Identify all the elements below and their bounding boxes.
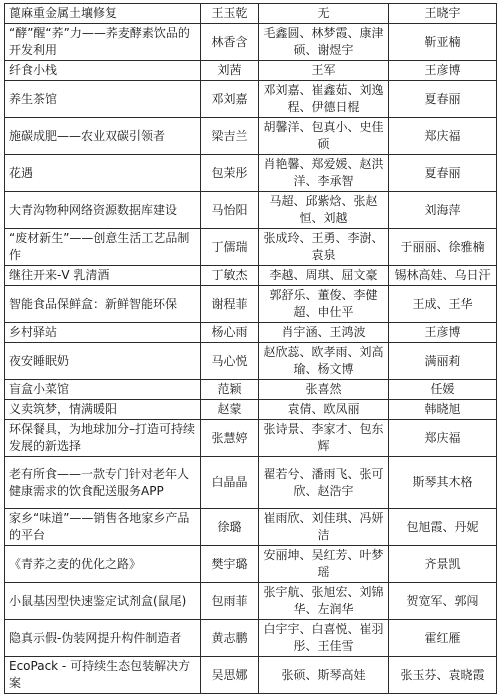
members-cell: 张硕、斯琴高娃: [259, 657, 389, 694]
leader-cell: 黄志鹏: [201, 620, 259, 657]
members-cell: 张成玲、王勇、李澍、袁泉: [259, 229, 389, 266]
leader-cell: 范颖: [201, 380, 259, 400]
table-row: [5, 657, 497, 694]
table-row: [5, 457, 497, 509]
members-cell: 毛鑫圆、林梦霞、康津硕、谢煜宇: [259, 24, 389, 61]
advisor-cell: 齐景凯: [389, 546, 497, 583]
table-row: [5, 286, 497, 323]
members-cell: 王军: [259, 61, 389, 81]
members-cell: 郭舒乐、董俊、李健超、申仕平: [259, 286, 389, 323]
members-cell: 白宇宇、白喜悦、崔羽彤、王佳雪: [259, 620, 389, 657]
leader-cell: 丁儒瑞: [201, 229, 259, 266]
table-row: [5, 420, 497, 457]
table-row: [5, 583, 497, 620]
table-row: [5, 229, 497, 266]
project-name-cell: 乡村驿站: [5, 323, 201, 343]
leader-cell: 林香含: [201, 24, 259, 61]
project-name-cell: 养生茶馆: [5, 81, 201, 118]
table-row: [5, 380, 497, 400]
members-cell: 胡馨洋、包真小、史佳硕: [259, 118, 389, 155]
project-name-cell: 《青荞之麦的优化之路》: [5, 546, 201, 583]
leader-cell: 王玉乾: [201, 4, 259, 24]
project-name-cell: EcoPack - 可持续生态包装解决方案: [5, 657, 201, 694]
leader-cell: 吴思娜: [201, 657, 259, 694]
members-cell: 张诗景、李家才、包东辉: [259, 420, 389, 457]
project-name-cell: “酵”醒“荞”力——荞麦酵素饮品的开发利用: [5, 24, 201, 61]
leader-cell: 邓刘嘉: [201, 81, 259, 118]
project-name-cell: 施碳成肥——农业双碳引领者: [5, 118, 201, 155]
leader-cell: 梁吉兰: [201, 118, 259, 155]
project-name-cell: 蓖麻重金属土壤修复: [5, 4, 201, 24]
advisor-cell: 包旭霞、丹妮: [389, 509, 497, 546]
project-name-cell: 义卖筑梦，情满暖阳: [5, 400, 201, 420]
leader-cell: 谢程菲: [201, 286, 259, 323]
leader-cell: 包茉彤: [201, 155, 259, 192]
project-name-cell: 大青沟物种网络资源数据库建设: [5, 192, 201, 229]
advisor-cell: 斯琴其木格: [389, 457, 497, 509]
members-cell: 马超、邱紫焓、张赵恒、刘越: [259, 192, 389, 229]
members-cell: 邓刘嘉、崔鑫茹、刘逸程、伊德日棍: [259, 81, 389, 118]
advisor-cell: 任媛: [389, 380, 497, 400]
advisor-cell: 张玉芬、袁晓霞: [389, 657, 497, 694]
advisor-cell: 郑庆福: [389, 118, 497, 155]
project-name-cell: 花遇: [5, 155, 201, 192]
advisor-cell: 郑庆福: [389, 420, 497, 457]
members-cell: 张喜然: [259, 380, 389, 400]
advisor-cell: 夏春丽: [389, 81, 497, 118]
project-name-cell: 环保餐具，为地球加分–打造可持续发展的新选择: [5, 420, 201, 457]
leader-cell: 徐璐: [201, 509, 259, 546]
table-body: [5, 4, 497, 694]
table-row: [5, 24, 497, 61]
project-name-cell: 纤食小栈: [5, 61, 201, 81]
members-cell: 肖艳馨、郑爱媛、赵洪洋、李承智: [259, 155, 389, 192]
members-cell: 赵欣蕊、欧孝雨、刘高瑜、杨文博: [259, 343, 389, 380]
members-cell: 肖宇涵、王鸿波: [259, 323, 389, 343]
advisor-cell: 王彦博: [389, 61, 497, 81]
leader-cell: 赵蒙: [201, 400, 259, 420]
advisor-cell: 王彦博: [389, 323, 497, 343]
project-name-cell: 老有所食——一款专门针对老年人健康需求的饮食配送服务APP: [5, 457, 201, 509]
advisor-cell: 韩晓旭: [389, 400, 497, 420]
advisor-cell: 贺宽军、郭闯: [389, 583, 497, 620]
advisor-cell: 靳亚楠: [389, 24, 497, 61]
advisor-cell: 于丽丽、徐雅楠: [389, 229, 497, 266]
advisor-cell: 满丽莉: [389, 343, 497, 380]
leader-cell: 马心悦: [201, 343, 259, 380]
table-row: [5, 546, 497, 583]
advisor-cell: 王晓宇: [389, 4, 497, 24]
table-row: [5, 192, 497, 229]
advisor-cell: 王成、王华: [389, 286, 497, 323]
project-name-cell: 夜安睡眠奶: [5, 343, 201, 380]
project-name-cell: 继往开来-V 乳清酒: [5, 266, 201, 286]
advisor-cell: 夏春丽: [389, 155, 497, 192]
leader-cell: 丁敏杰: [201, 266, 259, 286]
leader-cell: 张慧婷: [201, 420, 259, 457]
table-row: [5, 323, 497, 343]
leader-cell: 樊宇璐: [201, 546, 259, 583]
leader-cell: 包雨菲: [201, 583, 259, 620]
members-cell: 袁倩、欧凤丽: [259, 400, 389, 420]
members-cell: 崔雨欣、刘佳琪、冯妍洁: [259, 509, 389, 546]
advisor-cell: 霍红雁: [389, 620, 497, 657]
project-table: [4, 3, 497, 694]
project-name-cell: “废材新生”——创意生活工艺品制作: [5, 229, 201, 266]
project-name-cell: 盲盒小菜馆: [5, 380, 201, 400]
project-name-cell: 隐真示假-伪装网提升构件制造者: [5, 620, 201, 657]
table-row: [5, 620, 497, 657]
table-row: [5, 61, 497, 81]
advisor-cell: 锡林高娃、乌日汗: [389, 266, 497, 286]
table-row: [5, 4, 497, 24]
project-name-cell: 小鼠基因型快速鉴定试剂盒(鼠尾): [5, 583, 201, 620]
table-row: [5, 155, 497, 192]
leader-cell: 马怡阳: [201, 192, 259, 229]
project-name-cell: 家乡“味道”——销售各地家乡产品的平台: [5, 509, 201, 546]
table-row: [5, 118, 497, 155]
table-row: [5, 343, 497, 380]
members-cell: 张宇航、张旭宏、刘锦华、左润华: [259, 583, 389, 620]
table-row: [5, 400, 497, 420]
members-cell: 安丽坤、吴红芳、叶梦瑶: [259, 546, 389, 583]
members-cell: 翟若兮、潘雨飞、张可欣、赵浩宇: [259, 457, 389, 509]
table-row: [5, 266, 497, 286]
leader-cell: 杨心雨: [201, 323, 259, 343]
table-row: [5, 509, 497, 546]
advisor-cell: 刘海萍: [389, 192, 497, 229]
leader-cell: 白晶晶: [201, 457, 259, 509]
leader-cell: 刘茜: [201, 61, 259, 81]
project-name-cell: 智能食品保鲜盒：新鲜智能环保: [5, 286, 201, 323]
members-cell: 无: [259, 4, 389, 24]
table-row: [5, 81, 497, 118]
members-cell: 李越、周琪、屈文豪: [259, 266, 389, 286]
